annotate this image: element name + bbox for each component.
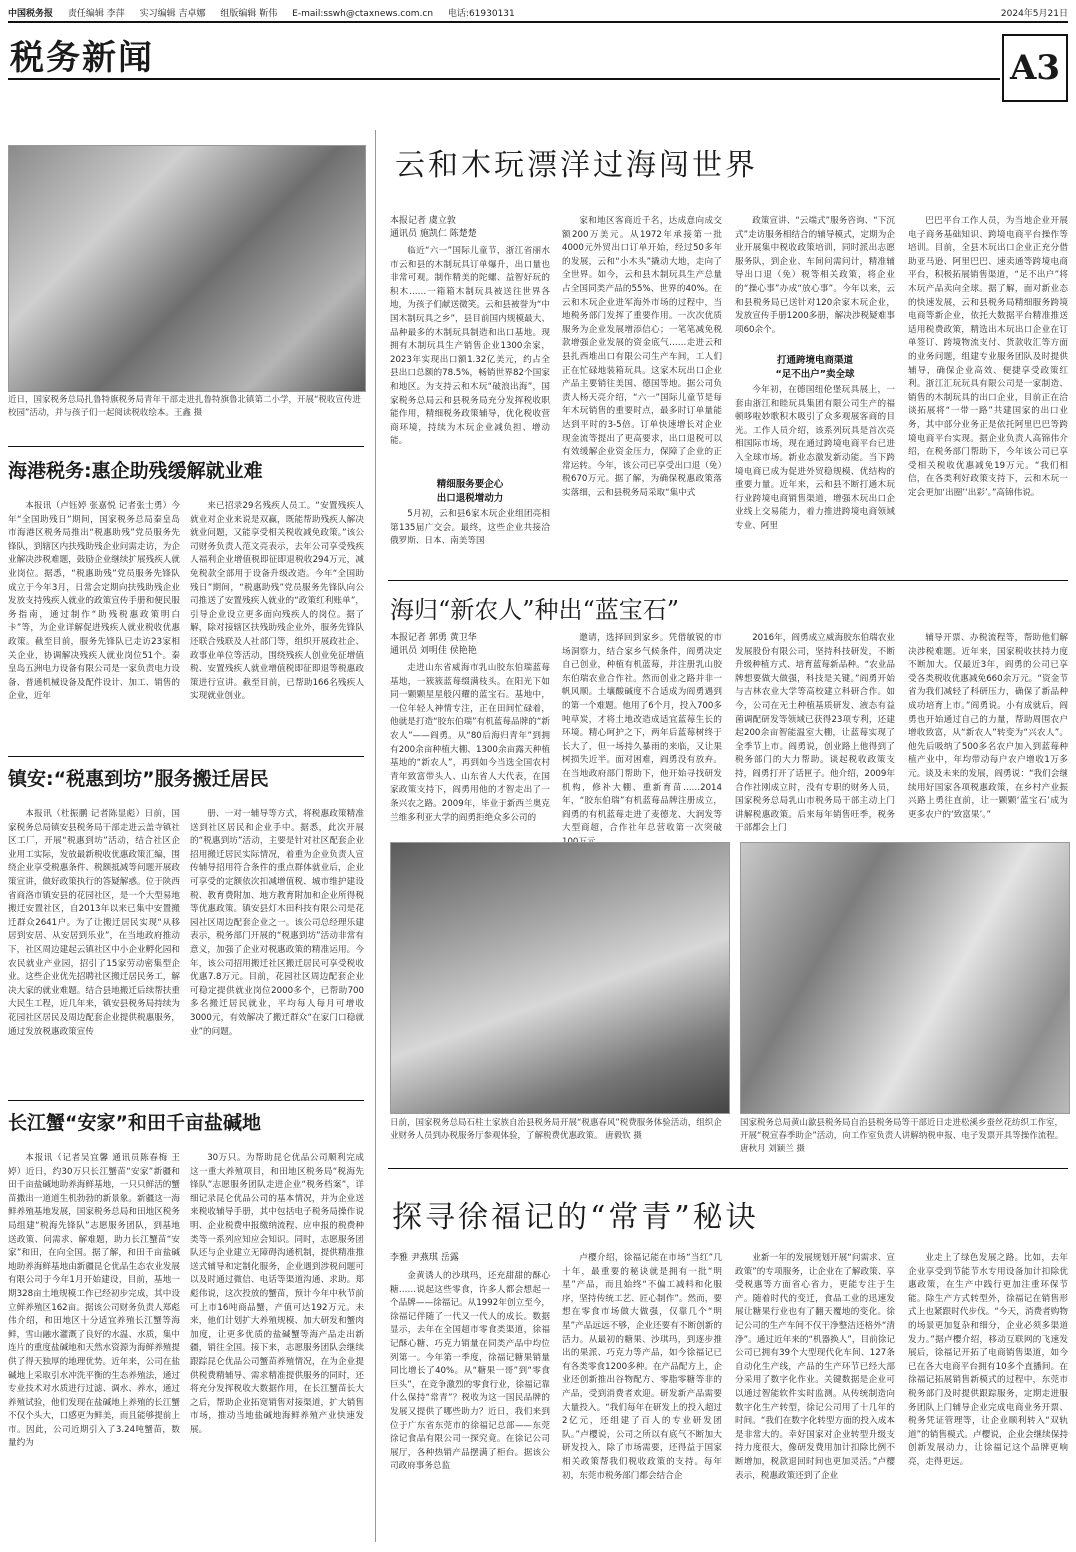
photo-textile-workshop: [740, 842, 1070, 1114]
layout-credit: 组版编辑 靳伟: [220, 9, 278, 19]
article-text: 临近“六一”国际儿童节，浙江省丽水市云和县的木制玩具订单爆升，出口量也非常可观。制作精美的陀螺、益智好玩的积木……一箱箱木制玩具被送往世界各地，为孩子们献送微笑。云和县被誉为“中国木制玩具之乡”，县目前国内规模最大、品种最多的木制玩具制造和出口基地。现拥有木制玩具生产销售企业1300余家，2023年实现出口额1.32亿美元，约占全县出口总额的78.5%，畅销世界82个国家和地区。为支持云和木玩“破浪出海”，国家税务总局云和县税务局充分发挥税收职能作用，精细税务政策辅导，优化税收营商环境，持续为木玩企业减负担、增动能。: [390, 246, 550, 447]
article-text: 5月初，云和县6家木玩企业组团亮相第135届广交会。最终，这些企业共接洽俄罗斯、日本、南美等国: [390, 509, 550, 547]
top-bar: [8, 6, 1068, 22]
article-yunhe-col2: [562, 215, 722, 568]
article-zhenan-col2: [190, 808, 364, 1090]
subheading-line: 打通跨境电商渠道: [776, 355, 853, 366]
byline-reporter: 本报记者 郭勇 黄卫华: [390, 633, 477, 643]
photo-tax-service-hall: [390, 842, 730, 1114]
article-crab-col2: [190, 1152, 364, 1542]
article-zhenan-col1: [8, 808, 180, 1090]
byline-reporter: 本报记者 虞立敦: [390, 216, 456, 226]
subheading-line: “足不出户”卖全球: [775, 369, 855, 380]
divider: [8, 1100, 364, 1101]
article-blueberry-col1: [390, 662, 550, 834]
article-text: 本报讯（卢钰婷 张嘉悦 记者张士勇）今年“全国助残日”期间，国家税务总局秦皇岛市海港区税务局推出“税惠助残”党员服务先锋队，到辖区内扶残助残企业问需走访，为企业解决涉税难题，鼓励企业继续扩展残疾人就业岗位。据悉，“税惠助残”党员服务先锋队成立于今年3月，日常会定期向扶残助残企业发放支持残疾人就业的政策宣传手册和便民服务指南，通过制作“助残税惠政策明白卡”等，为企业详解促进残疾人就业税收优惠政策。截至目前，服务先锋队已走访23家相关企业，协调解决残疾人就业岗位51个。秦皇岛五洲电力设备有限公司是一家负责电力设备、普通机械设备及配件设计、加工、销售的企业，近年: [8, 501, 180, 702]
byline-yunhe: [390, 215, 550, 241]
subheading-yunhe-1: [390, 478, 550, 506]
column-divider: [375, 130, 376, 1542]
article-text: 家和地区客商近千名，达成意向成交额200万美元。从1972年承接第一批4000元外贸出口订单开始，经过50多年的发展，云和“小木头”撬动大地，走向了全世界。如今，云和县木制玩具生产总量占全国同类产品的55%、世界的40%。在云和木玩企业进军海外市场的过程中，当地税务部门发挥了重要作用。一次次优质服务为企业发展增添信心；一笔笔减免税款增强企业发展的资金底气……走进云和县扎西堆出口有限公司生产车间，工人们正在忙碌地装箱玩具。这家木玩出口企业产品主要销往美国、德国等地。据公司负责人杨天亮介绍，“六一”国际儿童节是每年木玩销售的重要时点，最多时订单量能达到平时的3-5倍。订单快速增长对企业现金流等提出了更高要求，出口退税可以有效缓解企业资金压力，保障了企业的正常运转。今年，该公司已享受出口退（免）税670万元。据了解，为确保税惠政策落实落细，云和县税务局采取“集中式: [562, 216, 722, 498]
article-text: 巴巴平台工作人员，为当地企业开展电子商务基础知识、跨境电商平台操作等培训。目前，全县木玩出口企业正充分借助亚马逊、阿里巴巴、速卖通等跨境电商平台，积极拓展销售渠道，“足不出户”将木玩产品卖向全球。据了解，面对新业态的快速发展，云和县税务局精细服务跨境电商等新企业，依托大数据平台精准推送适用税费政策，精选出木玩出口企业在订单签订、跨境物流支付、货款收汇等方面的业务问题，组建专业服务团队及时提供辅导，确保企业高效、便捷享受政策红利。浙江汇玩玩具有限公司是一家制造、销售的木制玩具的出口企业，目前正在洽谈拓展将“一带一路”共建国家的出口业务，其中部分业务正是依托阿里巴巴等跨境电商平台实现。据企业负责人高锦伟介绍，在税务部门帮助下，今年该公司已享受相关税收优惠减免19万元。“我们相信，在各类利好政策支持下，云和木玩一定会更加‘出圈’‘出彩’。”高锦伟说。: [908, 216, 1068, 498]
phone-info: 电话:61930131: [447, 9, 515, 19]
article-text: 金黄诱人的沙琪玛，还充甜甜的酥心糖……说起这些零食，许多人都会想起一个品牌——徐福记。从1992年创立至今，徐福记伴随了一代又一代人的成长。数据显示，去年在全国超市零食类渠道，徐福记酥心糖、巧克力销量在同类产品中均位列第一。今年第一季度，徐福记糖果销量同比增长了40%。从“糖果一哥”到“零食巨头”，在竞争激烈的零食行业，徐福记靠什么保持“常青”？税收为这一国民品牌的发展又提供了哪些助力？近日，我们来到位于广东省东莞市的徐福记总部——东莞徐记食品有限公司一探究竟。在徐记公司展厅，各种热销产品摆满了柜台。据该公司政府事务总监: [390, 1271, 550, 1472]
subheading-line: 出口退税增动力: [436, 493, 504, 504]
headline-xufuji: 探寻徐福记的“常青”秘诀: [392, 1200, 759, 1235]
article-crab-col1: [8, 1152, 180, 1542]
section-title: 税务新闻: [10, 38, 154, 78]
article-yunhe-col3: [735, 215, 895, 345]
headline-haigang: 海港税务:惠企助残缓解就业难: [8, 460, 263, 482]
article-text: 政策宣讲、“云端式”服务咨询、“下沉式”走访服务相结合的辅导模式，定期为企业开展集中税收政策培训，同时派出志愿服务队，到企业、车间问需问计，精准辅导出口退（免）税等相关政策，将企业的“操心事”办成“放心事”。今年以来，云和县税务局已送针对120余家木玩企业，发放宣传手册1200多册，解决涉税疑难事项60余个。: [735, 216, 895, 335]
photo1-caption: 近日，国家税务总局扎鲁特旗税务局青年干部走进扎鲁特旗鲁北镇第二小学，开展“税收宣传进校园”活动，并与孩子们一起阅读税收绘本。王鑫 摄: [8, 395, 361, 418]
article-blueberry-col2: [562, 632, 722, 834]
article-yunhe-col1: [390, 245, 550, 473]
intern-credit: 实习编辑 吉卓娜: [139, 9, 206, 19]
article-haigang-col2: [190, 500, 364, 740]
article-haigang-col1: [8, 500, 180, 740]
article-text: 本报讯（记者吴宜馨 通讯员陈春梅 王婷）近日，约30万只长江蟹苗“安家”新疆和田千亩盐碱地助养海鲜基地，一只只鲜活的蟹苗撒出一道道生机勃勃的新景象。新疆这一海鲜养殖基地发展，国家税务总局和田地区税务局组建“税海先锋队”志愿服务团队，到基地送政策、问需求、解难题，助力长江蟹苗“安家”和田，在向全国。据了解，和田千亩盐碱地助养海鲜基地由新疆昆仑优品生态农业发展有限公司于今年1月开始建设，目前，基地一期328亩土地规模工作已经初步完成，其中设立鲜养殖区162亩。据该公司财务负责人郑彪伟介绍，和田地区十分适宜养殖长江蟹等海鲜，雪山融水灌溉了良好的水温、水质，集中连片的重度盐碱地和天然水资源为海鲜养殖提供了得天独厚的地理优势。近年来，公司在盐碱地上采取引水冲洗平衡的生态养殖法，通过专业技术对水质进行过滤、调水、养水，通过养殖试验，他们发现在盐碱地上养殖的长江蟹不仅个头大，口感更为鲜美，而且能够提前上市。因此，公司近期引入了3.24吨蟹苗，数量约为: [8, 1153, 180, 1449]
article-text: 本报讯（杜振鹏 记者陈显彪）日前，国家税务总局镇安县税务局干部走进云盖寺镇社区工厂，开展“税惠到坊”活动，结合社区企业用工实际，发放最新税收优惠政策汇编，围绕企业享受税惠条件、税额抵减等问题开展政策宣讲，做好政策执行的答疑解惑。位于陕西省商洛市镇安县的花园社区，是一个大型易地搬迁安置社区，自2013年以来已集中安置搬迁群众2641户。为了让搬迁居民实现“从移居到安居、从安居到乐业”，在当地政府推动下，社区周边建起云镇社区中小企业孵化园和农民就业产业园，招引了15家劳动密集型企业。这些企业优先招聘社区搬迁居民务工，解决大家的就业难题。结合县地搬迁后续帮扶重大民生工程，近几年来，镇安县税务局持续为花园社区居民及周边配套企业提供税惠服务，通过发放税惠政策宣传: [8, 809, 180, 1037]
article-yunhe-col4: [908, 215, 1068, 568]
article-text: 来已招录29名残疾人员工。“安置残疾人就业对企业来说是双赢，既能帮助残疾人解决就业问题，又能享受相关税收减免政策。”该公司财务负责人范文亮表示，去年公司享受残疾人福利企业增值税即征即退税收294万元，减免税款全部用于设备升级改造。今年“全国助残日”期间，“税惠助残”党员服务先锋队向公司推送了安置残疾人就业的“政策红利账单”，引导企业设立更多面向残疾人的岗位。据了解，除对接辖区扶残助残企业外，服务先锋队还联合残联及人社部门等，组织开展政社企、政事业单位等活动，围绕残疾人创业免征增值税、安置残疾人就业增值税即征即退等税惠政策进行宣讲。截至目前，已帮助166名残疾人实现就业创业。: [190, 501, 364, 702]
page-number: A3: [1002, 34, 1068, 102]
article-text: 辅导开票、办税流程等，帮助他们解决涉税难题。近年来，国家税收扶持力度不断加大。仅最近3年，阎勇的公司已享受各类税收优惠减免660余万元。“资金节省为我们减轻了科研压力，确保了新品种成功培育上市。”阎勇说。小有成就后，阎勇也开始通过自己的力量，帮助周围农户增收致富，从“新农人”转变为“兴农人”。他先后吸纳了500多名农户加入到蓝莓种植产业中，年均带动每户农户增收1万多元。谈及未来的发展，阎勇说：“我们会继续用好国家各项税惠政策，在乡村产业振兴路上勇往直前，让一颗颗‘蓝宝石’成为更多农户的‘致富果’。”: [908, 633, 1068, 820]
article-xufuji-col3: [735, 1252, 895, 1542]
photo2-caption: 日前，国家税务总局石柱土家族自治县税务局开展“税惠春风”税费服务体验活动，组织企业财务人员到办税服务厅参观体验，了解税费优惠政策。 唐毅钦 摄: [390, 1118, 722, 1141]
article-text: 册、一对一辅导等方式，将税惠政策精准送到社区居民和企业手中。据悉，此次开展的“税惠到坊”活动，主要是针对社区配套企业招用搬迁居民实际情况，着重为企业负责人宣传辅导招用符合条件的重点群体就业后，企业可享受的定额依次扣减增值税、城市维护建设税、教育费附加、地方教育附加和企业所得税等优惠政策。镇安县灯木田科技有限公司是花园社区周边配套企业之一。该公司总经理乐建表示，税务部门开展的“税惠到坊”活动非常有意义，加强了企业对税惠政策的精准运用。今年，该公司招用搬迁社区搬迁居民可享受税收优惠7.8万元。目前，花园社区周边配套企业可稳定提供就业岗位2000多个，已帮助700多名搬迁居民就业，平均每人每月可增收3000元，有效解决了搬迁群众“在家门口稳就业”的问题。: [190, 809, 364, 1037]
article-text: 30万只。为帮助昆仑优品公司顺利完成这一重大养殖项目，和田地区税务局“税海先锋队”志愿服务团队走进企业“税务档案”，详细记录昆仑优品公司的基本情况，并为企业送来税收辅导手册，其中包括电子税务局操作说明、企业税费申报缴纳流程、应申报的税费种类等一系列应知应会知识。同时，志愿服务团队还与企业建立无障碍沟通机制，提供精准推送式辅导和定制化服务，企业遇到涉税问题可以及时通过微信、电话等渠道沟通、求助。郑彪伟说，这次投放的蟹苗，预计今年中秋节前可上市16吨商品蟹，产值可达192万元。未来，他们计划扩大养殖规模、加大研发和蟹肉加度，让更多优质的盐碱蟹等海产品走出新疆，销往全国。接下来，志愿服务团队会继续跟踪昆仑优品公司蟹苗养殖情况，在为企业提供税费精辅导、需求精准提供服务的同时，还将充分发挥税收大数据作用，在长江蟹苗长大之后，帮助企业拓宽销售对接渠道，扩大销售市场，推动当地盐碱地海鲜养殖产业快速发展。: [190, 1153, 364, 1435]
article-blueberry-col3: [735, 632, 895, 834]
divider: [388, 580, 1068, 581]
divider: [8, 756, 364, 757]
article-text: 卢樱介绍，徐福记能在市场“当红”几十年，最重要的秘诀就是拥有一批“明星”产品，而且始终“不偏工减料和化服序，坚持传统工艺、匠心制作”。然而，要想在零食市场做大做强，仅靠几个“明星”产品远远不够，企业还要有不断创新的活力。从最初的糖果、沙琪玛，到逐步推出的果派、巧克力等产品，如今徐福记已有各类零食1200多种。在产品配方上，企业还创新推出谷物配方、零脂零糖等非的产品，受到消费者欢迎。研发新产品需要大量投入。“我们每年在研发上的投入超过2亿元，还组建了百人的专业研发团队。”卢樱说，公司之所以有底气不断加大研发投入，除了市场需要，还得益于国家相关政策帮我们税收政策的支持。每年初，东莞市税务部门都会结合企: [562, 1253, 722, 1481]
headline-zhenan: 镇安:“税惠到坊”服务搬迁居民: [8, 768, 269, 790]
byline-blueberry: [390, 632, 550, 658]
article-xufuji-col4: [908, 1252, 1068, 1542]
article-text: 邀请，选择回到家乡。凭借敏锐的市场洞察力，结合家乡气候条件，阎勇决定自己创业，种植有机蓝莓，并注册乳山胶东伯瑞农业合作社。然而创业之路并非一帆风顺。土壤酸碱度不合适成为阎勇遇到的第一个难题。他用了6个月，投入700多吨草炭，才将土地改造成适宜蓝莓生长的环境。精心呵护之下，两年后蓝莓树终于长大了，但一场持久暴雨的来临，又让果树损失近半。面对困难，阎勇没有放弃。在当地政府部门帮助下，他开始寻找研发机构，修补大棚、重新育苗……2014年，“胶东伯瑞”有机蓝莓品牌注册成立，阎勇的有机蓝莓走进了麦德龙、大润发等大型商超，合作社年总营收第一次突破: [562, 633, 722, 834]
article-text: 走进山东省威海市乳山胶东伯瑞蓝莓基地，一簇簇蓝莓缀满枝头。在阳光下如同一颗颗星星般闪耀的蓝宝石。基地中，一位年轻人神情专注，正在田间忙碌着，他就是打造“胶东伯瑞”有机蓝莓品牌的“新农人”——阎勇。从“80后海归青年”到拥有200余亩种植大棚、1300余亩露天种植基地的“新农人”，再到如今当选全国农村青年致富带头人、山东省人大代表，在国家政策支持下，阎勇用他的才智走出了一条兴农之路。2009年，毕业于新西兰奥克兰维多利亚大学的阎勇拒绝众多公司的: [390, 663, 550, 823]
article-xufuji-col2: [562, 1252, 722, 1542]
article-yunhe-col1b: [390, 508, 550, 568]
article-yunhe-col3b: [735, 384, 895, 568]
paper-name: 中国税务报: [8, 9, 54, 19]
article-text: 业走上了绿色发展之路。比如，去年企业享受到节能节水专用设备加计扣除优惠政策，在生产中践行更加注重环保节能。除生产方式转型外，徐福记在销售形式上也紧跟时代步伐。“今天，消费者购物的场景更加复杂和细分，企业必须多渠道发力。”据卢樱介绍，移动互联网的飞速发展后，徐福记开拓了电商销售渠道，如今已在各大电商平台拥有10多个直播间。在徐福记拓展销售新模式的过程中，东莞市税务部门及时提供跟踪服务，定期走进服务团队上门辅导企业完成电商业务开票、税务凭证管理等，让企业顺利转入“双轨道”的销售模式。卢樱说，企业会继续保持创新发展动力，让徐福记这个品牌更响亮，走得更远。: [908, 1253, 1068, 1467]
article-text: 今年初，在德国纽伦堡玩具展上，一套由浙江和睦玩具集团有限公司生产的福顿哆啦妙歌积木吸引了众多观展客商的目光。工作人员介绍，该系列玩具是首次亮相国际市场，现在通过跨境电商平台已进入全球市场。新业态激发新动能。当下跨境电商已成为促进外贸稳规模、优结构的重要力量。近年来，云和县不断打通木玩行业跨境电商销售渠道，增强木玩出口企业线上交易能力，着力推进跨境电商领域专业、阿里: [735, 385, 895, 531]
byline-xufuji: 李雅 尹燕琪 岳露: [390, 1253, 459, 1263]
byline-correspondent: 通讯员 施凯仁 陈楚楚: [390, 229, 477, 239]
headline-yunhe: 云和木玩漂洋过海闯世界: [395, 148, 758, 183]
divider: [8, 446, 364, 447]
masthead-rule: [8, 78, 1000, 80]
photo-children-reading: [8, 145, 366, 392]
email-info: E-mail:sswh@ctaxnews.com.cn: [292, 9, 434, 19]
article-xufuji-col1: [390, 1270, 550, 1542]
top-rule: [8, 21, 1068, 23]
article-text: 业新一年的发展规划开展“问需求、宣政策”的专项服务，让企业在了解政策、享受税惠等方面省心省力，更能专注于生产。随着时代的变迁，食品工业的迅速发展让糖果行业也有了翻天覆地的变化。徐记公司的生产车间不仅干净整洁还格外“清净”。通过近年来的“机器换人”，目前徐记公司已拥有39个大型现代化车间、127条自动化生产线，产品的生产环节已经大部分采用了数字化作业。关键数据是企业可以通过智能软件实时监测。从传统制造向数字化生产转型，徐记公司用了十几年的时间。“我们在数字化转型方面的投入成本是非常大的。幸好国家对企业转型升级支持力度很大，像研发费用加计扣除比例不断增加，税款退回时间也更加灵活。”卢樱表示，税惠政策还到了企业: [735, 1253, 895, 1481]
byline-correspondent: 通讯员 刘明佳 侯艳艳: [390, 646, 477, 656]
headline-blueberry: 海归“新农人”种出“蓝宝石”: [390, 596, 680, 624]
subheading-yunhe-2: [735, 354, 895, 382]
article-text: 2016年，阎勇成立威海胶东伯瑞农业发展股份有限公司，坚持科技研发，不断升级种植方式、培育蓝莓新品种。“农业品牌想要做大做强，科技是关键。”阎勇开始与吉林农业大学等高校建立科研合作。如今，公司在无土种植基质研发、液态有益菌调配研发等领域已获得23项专利，还建起200余亩智能温室大棚，让蓝莓实现了全季节上市。阎勇说，创业路上他得到了税务部门的大力帮助。谈起税收政策支持，阎勇打开了话匣子。他介绍，2009年合作社刚成立时，没有专职的财务人员，国家税务总局乳山市税务局干部主动上门讲解税惠政策。后来每年销售旺季，税务干部都会上门: [735, 633, 895, 834]
divider: [388, 1168, 1068, 1169]
article-blueberry-col4: [908, 632, 1068, 834]
editor-credit: 责任编辑 李萍: [67, 9, 125, 19]
photo3-caption: 国家税务总局黄山歙县税务局自治县税务局等干部近日走进松溪乡蚕丝花纺织工作室，开展“税宣春季助企”活动，向工作室负责人讲解纳税申报、电子发票开具等操作流程。 唐秋月 刘颖兰 摄: [740, 1118, 1064, 1154]
issue-date: 2024年5月21日: [1000, 9, 1068, 19]
headline-crab: 长江蟹“安家”和田千亩盐碱地: [8, 1112, 261, 1134]
subheading-line: 精细服务要企心: [436, 479, 504, 490]
